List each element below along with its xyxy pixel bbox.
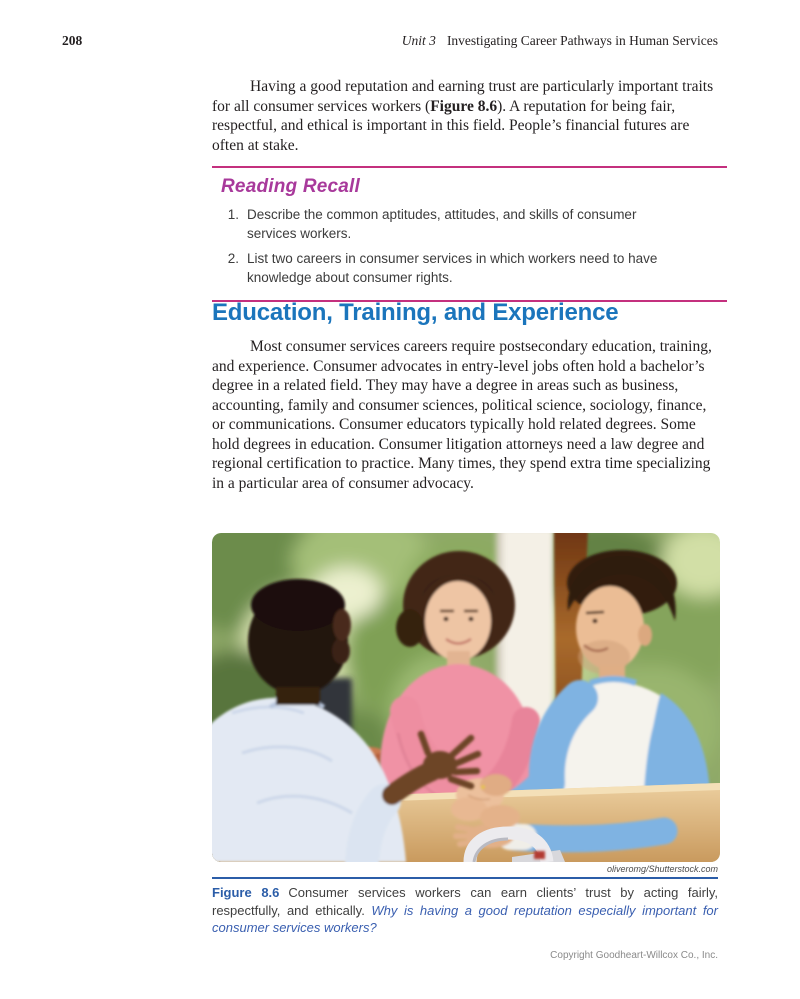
section-heading: Education, Training, and Experience <box>212 299 619 326</box>
figure-caption-text: Consumer services workers can earn clients’ trust by acting fairly, respectfully, and ethically. <box>212 885 718 918</box>
reading-recall-list <box>221 206 727 287</box>
figure-label: Figure 8.6 <box>212 885 280 900</box>
recall-item-1-number: 1. <box>227 207 239 222</box>
figure-caption-question: Why is having a good reputation especially important for consumer services workers? <box>212 902 718 935</box>
reading-recall-title: Reading Recall <box>221 176 361 197</box>
page-number: 208 <box>62 33 83 48</box>
photo-credit: oliveromg/Shutterstock.com <box>606 864 718 874</box>
running-head <box>62 33 718 49</box>
recall-item-2-text: List two careers in consumer services in which workers need to have knowledge about consumer rights. <box>247 251 658 285</box>
recall-item-1-text: Describe the common aptitudes, attitudes, and skills of consumer services workers. <box>247 207 637 241</box>
unit-title: Investigating Career Pathways in Human Services <box>446 33 718 48</box>
intro-text-after: ). A reputation for being fair, respectful, and ethical is important in this field. People’s financial futures are often at stake. <box>212 97 690 154</box>
reading-recall-box <box>212 166 727 302</box>
running-head-right <box>402 33 718 49</box>
recall-item-1 <box>221 206 727 243</box>
figure-caption <box>212 877 718 937</box>
intro-text-before: Having a good reputation and earning trust are particularly important traits for all consumer services workers ( <box>212 78 714 115</box>
figure-photo <box>212 533 720 862</box>
figure-8-6 <box>212 533 718 937</box>
figure-reference: Figure 8.6 <box>430 97 498 115</box>
section-paragraph: Most consumer services careers require postsecondary education, training, and experience. Consumer advocates in entry-level jobs often hold a bachelor’s degree in a related field. They may have a degree in areas such as business, accounting, family and consumer sciences, political science, sociology, finance, or communications. Consumer educators typically hold related degrees. Some hold degrees in education. Consumer litigation attorneys need a law degree and regional certification to practice. Many times, they spend extra time specializing in a particular area of consumer advocacy. <box>212 338 712 492</box>
photo-illustration <box>212 533 720 862</box>
recall-item-2-number: 2. <box>227 251 239 266</box>
copyright-footer: Copyright Goodheart-Willcox Co., Inc. <box>550 950 718 961</box>
intro-paragraph <box>212 77 718 155</box>
unit-label: Unit 3 <box>401 33 436 48</box>
recall-item-2 <box>221 250 727 287</box>
